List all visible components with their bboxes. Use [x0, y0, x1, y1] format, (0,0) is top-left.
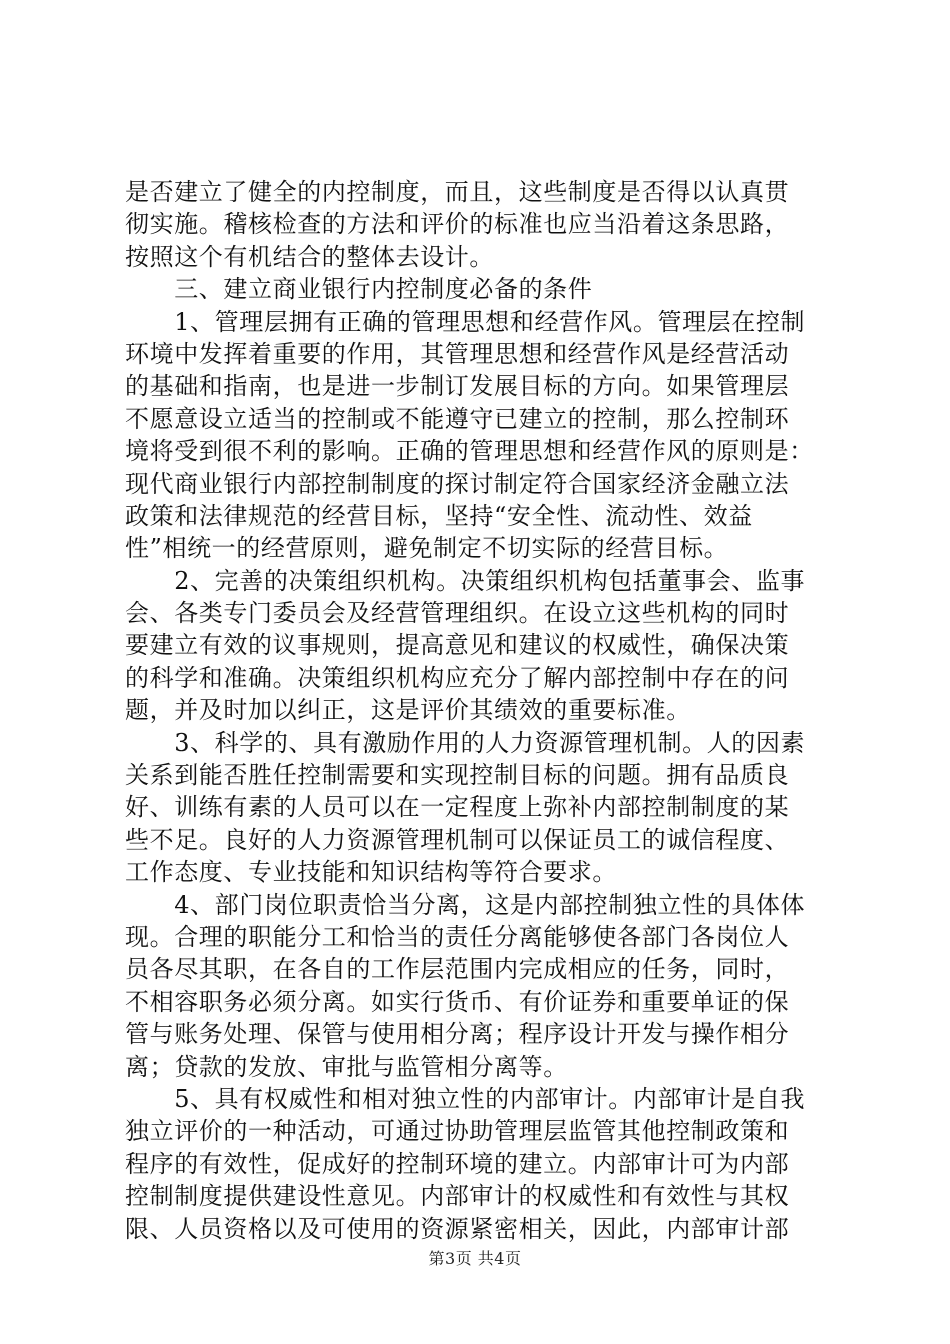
text-line: 要建立有效的议事规则，提高意见和建议的权威性，确保决策: [125, 631, 790, 660]
text-line: 独立评价的一种活动，可通过协助管理层监管其他控制政策和: [125, 1117, 790, 1146]
text-line: 按照这个有机结合的整体去设计。: [125, 242, 494, 271]
text-line: 控制制度提供建设性意见。内部审计的权威性和有效性与其权: [125, 1182, 790, 1211]
text-line: 彻实施。稽核检查的方法和评价的标准也应当沿着这条思路，: [125, 210, 790, 239]
text-line: 三、建立商业银行内控制度必备的条件: [125, 275, 593, 304]
text-line: 环境中发挥着重要的作用，其管理思想和经营作风是经营活动: [125, 339, 790, 368]
text-line: 政策和法律规范的经营目标，坚持“安全性、流动性、效益: [125, 501, 753, 530]
text-line: 限、人员资格以及可使用的资源紧密相关，因此，内部审计部: [125, 1214, 790, 1243]
text-line: 现。合理的职能分工和恰当的责任分离能够使各部门各岗位人: [125, 922, 790, 951]
text-line: 题，并及时加以纠正，这是评价其绩效的重要标准。: [125, 696, 691, 725]
text-line: 5、具有权威性和相对独立性的内部审计。内部审计是自我: [125, 1084, 806, 1113]
page-footer: 第3页 共4页: [428, 1249, 522, 1268]
text-line: 不愿意设立适当的控制或不能遵守已建立的控制，那么控制环: [125, 404, 790, 433]
text-line: 程序的有效性，促成好的控制环境的建立。内部审计可为内部: [125, 1149, 790, 1178]
text-line: 3、科学的、具有激励作用的人力资源管理机制。人的因素: [125, 728, 806, 757]
text-line: 工作态度、专业技能和知识结构等符合要求。: [125, 858, 617, 887]
text-line: 不相容职务必须分离。如实行货币、有价证券和重要单证的保: [125, 987, 790, 1016]
text-line: 的基础和指南，也是进一步制订发展目标的方向。如果管理层: [125, 372, 790, 401]
text-line: 管与账务处理、保管与使用相分离；程序设计开发与操作相分: [125, 1020, 790, 1049]
text-line: 员各尽其职，在各自的工作层范围内完成相应的任务，同时，: [125, 955, 790, 984]
text-line: 的科学和准确。决策组织机构应充分了解内部控制中存在的问: [125, 663, 790, 692]
text-line: 4、部门岗位职责恰当分离，这是内部控制独立性的具体体: [125, 890, 806, 919]
body-text: [125, 176, 831, 1245]
text-line: 性”相统一的经营原则，避免制定不切实际的经营目标。: [125, 534, 729, 563]
text-line: 境将受到很不利的影响。正确的管理思想和经营作风的原则是：: [125, 437, 814, 466]
text-line: 离；贷款的发放、审批与监管相分离等。: [125, 1052, 568, 1081]
text-line: 2、完善的决策组织机构。决策组织机构包括董事会、监事: [125, 566, 806, 595]
text-line: 是否建立了健全的内控制度，而且，这些制度是否得以认真贯: [125, 178, 790, 206]
text-line: 好、训练有素的人员可以在一定程度上弥补内部控制制度的某: [125, 793, 790, 822]
text-line: 会、各类专门委员会及经营管理组织。在设立这些机构的同时: [125, 599, 790, 628]
text-line: 些不足。良好的人力资源管理机制可以保证员工的诚信程度、: [125, 825, 790, 854]
text-line: 关系到能否胜任控制需要和实现控制目标的问题。拥有品质良: [125, 761, 790, 790]
text-line: 现代商业银行内部控制制度的探讨制定符合国家经济金融立法: [125, 469, 790, 498]
text-line: 1、管理层拥有正确的管理思想和经营作风。管理层在控制: [125, 307, 806, 336]
